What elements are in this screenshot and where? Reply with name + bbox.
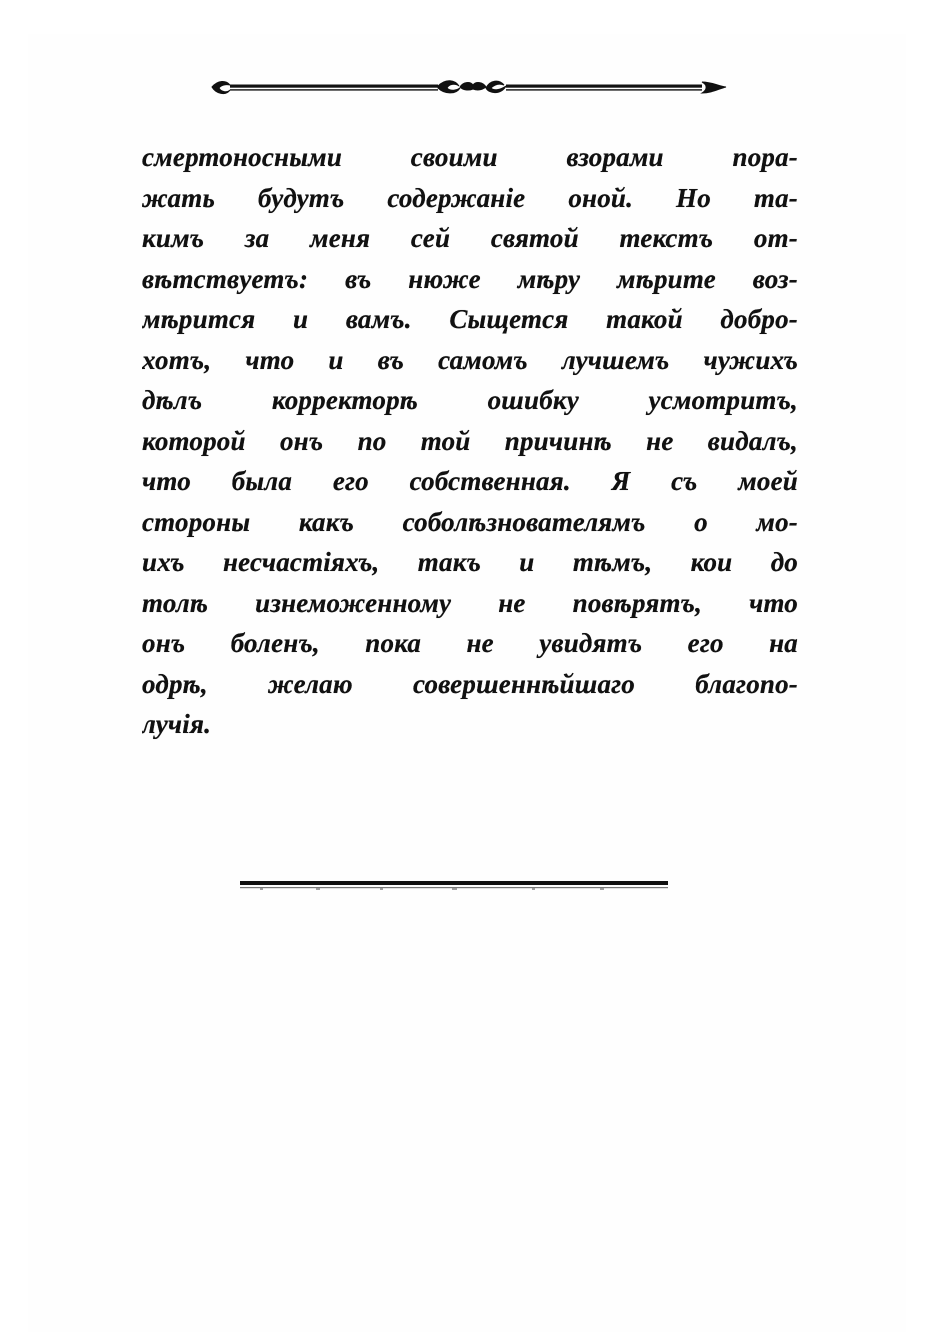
text-line: лучія.: [142, 709, 212, 739]
text-line: толѣ изнеможенному не повѣрятъ, что: [142, 587, 798, 618]
headpiece-ornament: [208, 72, 732, 102]
text-line: стороны какъ соболѣзнователямъ о мо-: [142, 506, 798, 537]
text-line: что была его собственная. Я съ моей: [142, 466, 798, 496]
text-line: смертоносными своими взорами пора-: [142, 142, 798, 172]
body-text: [142, 137, 798, 745]
text-line: ихъ несчастіяхъ, такъ и тѣмъ, кои до: [142, 547, 798, 577]
text-line: онъ боленъ, пока не увидятъ его на: [142, 628, 798, 658]
text-line: которой онъ по той причинѣ не видалъ,: [142, 425, 798, 456]
closing-rule: [240, 878, 668, 892]
text-line: кимъ за меня сей святой текстъ от-: [142, 223, 798, 253]
text-line: дѣлъ корректорѣ ошибку усмотритъ,: [142, 385, 798, 415]
text-line: вѣтствуетъ: въ нюже мѣру мѣрите воз-: [142, 263, 798, 294]
text-line: мѣрится и вамъ. Сыщется такой добро-: [142, 304, 798, 334]
text-line: одрѣ, желаю совершеннѣйшаго благопо-: [142, 668, 798, 699]
text-line: жать будутъ содержаніе оной. Но та-: [142, 182, 798, 213]
text-line: хотъ, что и въ самомъ лучшемъ чужихъ: [142, 344, 798, 375]
